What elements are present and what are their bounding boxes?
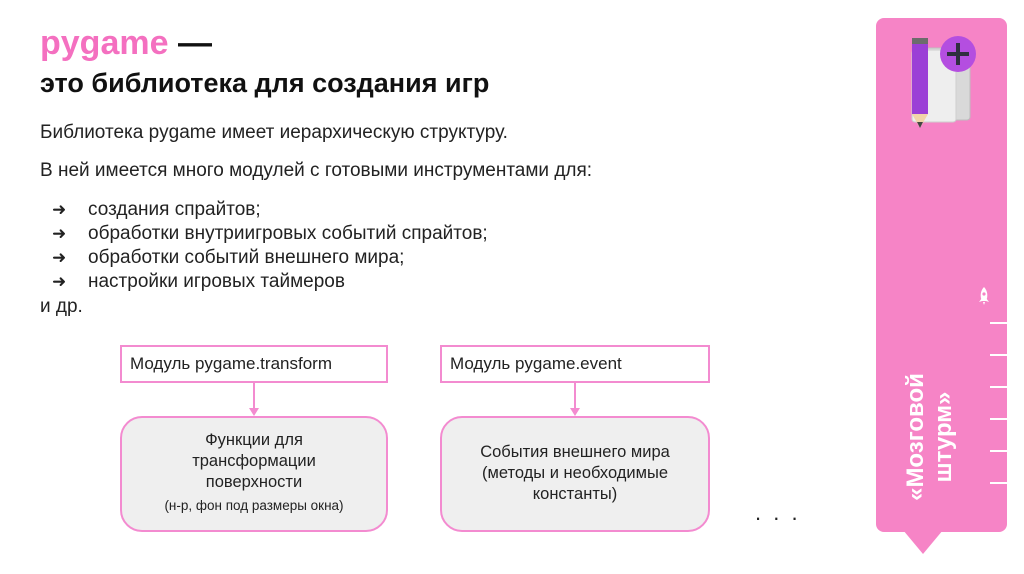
- title-accent: pygame: [40, 24, 169, 62]
- module-event-description: [440, 416, 710, 532]
- ruler-tick: [990, 450, 1007, 452]
- description-line: константы): [532, 485, 618, 503]
- ellipsis: . . .: [755, 500, 801, 525]
- module-transform-label: Модуль pygame.transform: [120, 345, 388, 383]
- arrow-right-icon: ➜: [52, 272, 67, 291]
- description-line: Функции для: [205, 431, 303, 449]
- bullet-text: обработки событий внешнего мира;: [88, 247, 405, 268]
- description-line: (методы и необходимые: [482, 464, 668, 482]
- sidebar-label: [902, 344, 958, 530]
- notebook-pencil-plus-icon: [902, 34, 982, 130]
- bullet-text: настройки игровых таймеров: [88, 271, 345, 292]
- bullet-text: обработки внутриигровых событий спрайтов;: [88, 223, 488, 244]
- description-line: трансформации: [192, 452, 316, 470]
- ruler-tick: [990, 386, 1007, 388]
- sidebar-notch: [903, 530, 943, 554]
- rocket-icon: [976, 286, 992, 306]
- ruler-tick: [990, 418, 1007, 420]
- description-line: События внешнего мира: [480, 443, 670, 461]
- sidebar-label-line: «Мозговой: [902, 373, 929, 501]
- bullet-list: [52, 198, 488, 294]
- list-item: [52, 270, 488, 294]
- slide-title: [40, 24, 212, 63]
- connector-line: [253, 383, 255, 409]
- arrow-right-icon: ➜: [52, 248, 67, 267]
- description-line: поверхности: [205, 473, 303, 491]
- paragraph-structure: Библиотека pygame имеет иерархическую структуру.: [40, 122, 508, 143]
- description-note: (н-р, фон под размеры окна): [164, 498, 344, 513]
- paragraph-modules: В ней имеется много модулей с готовыми инструментами для:: [40, 160, 593, 181]
- title-dash: —: [168, 24, 212, 62]
- list-item: [52, 246, 488, 270]
- list-item: [52, 198, 488, 222]
- connector-arrowhead: [249, 408, 259, 416]
- sidebar-label-line: штурм»: [930, 391, 957, 483]
- slide-subtitle: это библиотека для создания игр: [40, 68, 490, 98]
- arrow-right-icon: ➜: [52, 200, 67, 219]
- ruler-tick: [990, 354, 1007, 356]
- module-event-label: Модуль pygame.event: [440, 345, 710, 383]
- list-item: [52, 222, 488, 246]
- connector-arrowhead: [570, 408, 580, 416]
- module-transform-description: [120, 416, 388, 532]
- bullet-text: создания спрайтов;: [88, 199, 261, 220]
- connector-line: [574, 383, 576, 409]
- sidebar-ruler: [990, 322, 1007, 512]
- ruler-tick: [990, 322, 1007, 324]
- ruler-tick: [990, 482, 1007, 484]
- arrow-right-icon: ➜: [52, 224, 67, 243]
- list-tail: и др.: [40, 296, 83, 317]
